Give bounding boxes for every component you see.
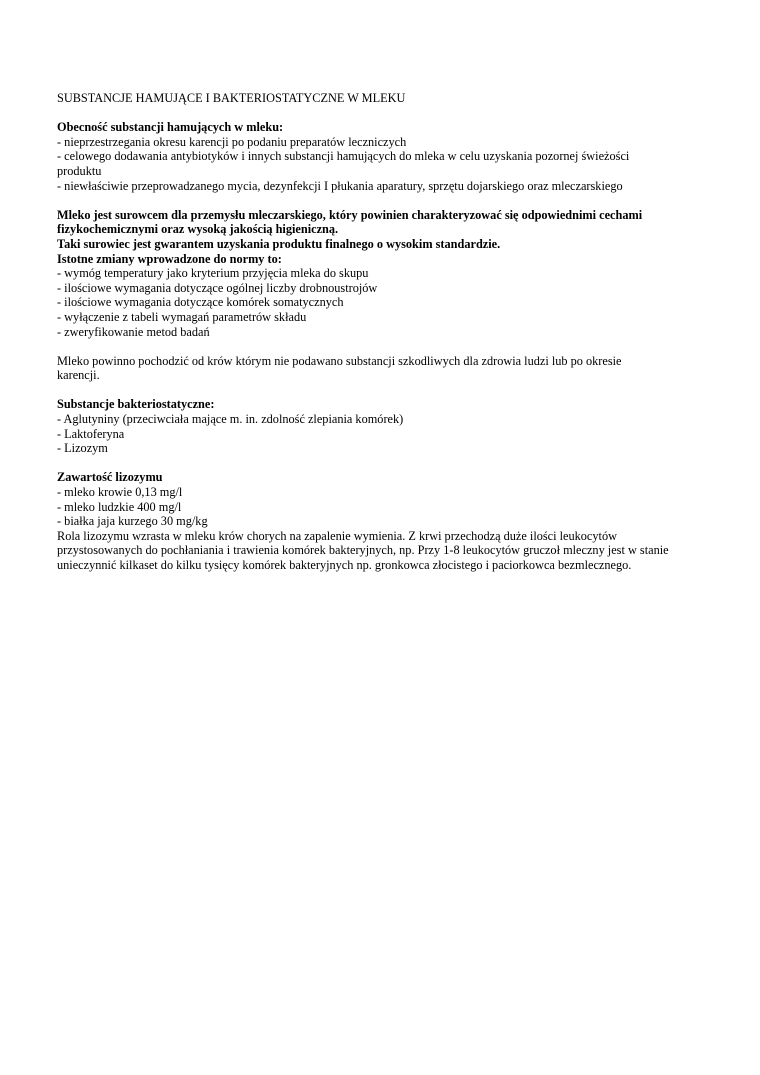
section-heading-lysozyme-content: Zawartość lizozymu (57, 470, 163, 485)
list-item: - mleko ludzkie 400 mg/l (57, 499, 182, 514)
spacer (57, 383, 737, 398)
list-item: - ilościowe wymagania dotyczące ogólnej liczby drobnoustrojów (57, 280, 378, 295)
spacer (57, 106, 737, 121)
section-heading-inhibitors-presence: Obecność substancji hamujących w mleku: (57, 120, 284, 135)
document-title: SUBSTANCJE HAMUJĄCE I BAKTERIOSTATYCZNE W MLEKU (57, 91, 406, 105)
section-heading-norm-changes: Istotne zmiany wprowadzone do normy to: (57, 251, 282, 266)
statement-quality: Taki surowiec jest gwarantem uzyskania produktu finalnego o wysokim standardzie. (57, 236, 501, 251)
spacer (57, 456, 737, 471)
list-item: - Aglutyniny (przeciwciała mające m. in. zdolność zlepiania komórek) (57, 412, 404, 427)
list-item: - ilościowe wymagania dotyczące komórek somatycznych (57, 295, 344, 310)
list-item: - niewłaściwie przeprowadzanego mycia, dezynfekcji I płukania aparatury, sprzętu dojarskiego oraz mleczarskiego (57, 178, 623, 193)
spacer (57, 193, 737, 208)
document-page (57, 91, 737, 573)
spacer (57, 339, 737, 354)
paragraph-milk-raw-material: Mleko jest surowcem dla przemysłu mleczarskiego, który powinien charakteryzować się odpowiednimi cechami fizykochemicznymi oraz wysoką jakością higieniczną. (57, 207, 643, 237)
section-heading-bacteriostatic: Substancje bakteriostatyczne: (57, 397, 215, 412)
paragraph-milk-origin: Mleko powinno pochodzić od krów którym nie podawano substancji szkodliwych dla zdrowia ludzi lub po okresie karencji. (57, 353, 622, 383)
list-item: - wymóg temperatury jako kryterium przyjęcia mleka do skupu (57, 266, 369, 281)
list-item: - Laktoferyna (57, 426, 125, 441)
list-item: - zweryfikowanie metod badań (57, 324, 210, 339)
list-item: - białka jaja kurzego 30 mg/kg (57, 514, 208, 529)
list-item: - nieprzestrzegania okresu karencji po podaniu preparatów leczniczych (57, 134, 407, 149)
paragraph-lysozyme-role: Rola lizozymu wzrasta w mleku krów chorych na zapalenie wymienia. Z krwi przechodzą duże ilości leukocytów przystosowanych do pochłaniania i trawienia komórek bakteryjnych, np. Przy 1-8 leukocytów gruczoł mleczny jest w stanie unieczynnić kilkaset do kilku tysięcy komórek bakteryjnych np. gronkowca złocistego i paciorkowca bezmlecznego. (57, 528, 669, 572)
list-item: - mleko krowie 0,13 mg/l (57, 485, 183, 500)
list-item: - wyłączenie z tabeli wymagań parametrów składu (57, 309, 307, 324)
list-item: - celowego dodawania antybiotyków i innych substancji hamujących do mleka w celu uzyskania pozornej świeżości produktu (57, 149, 630, 178)
list-item: - Lizozym (57, 441, 108, 456)
